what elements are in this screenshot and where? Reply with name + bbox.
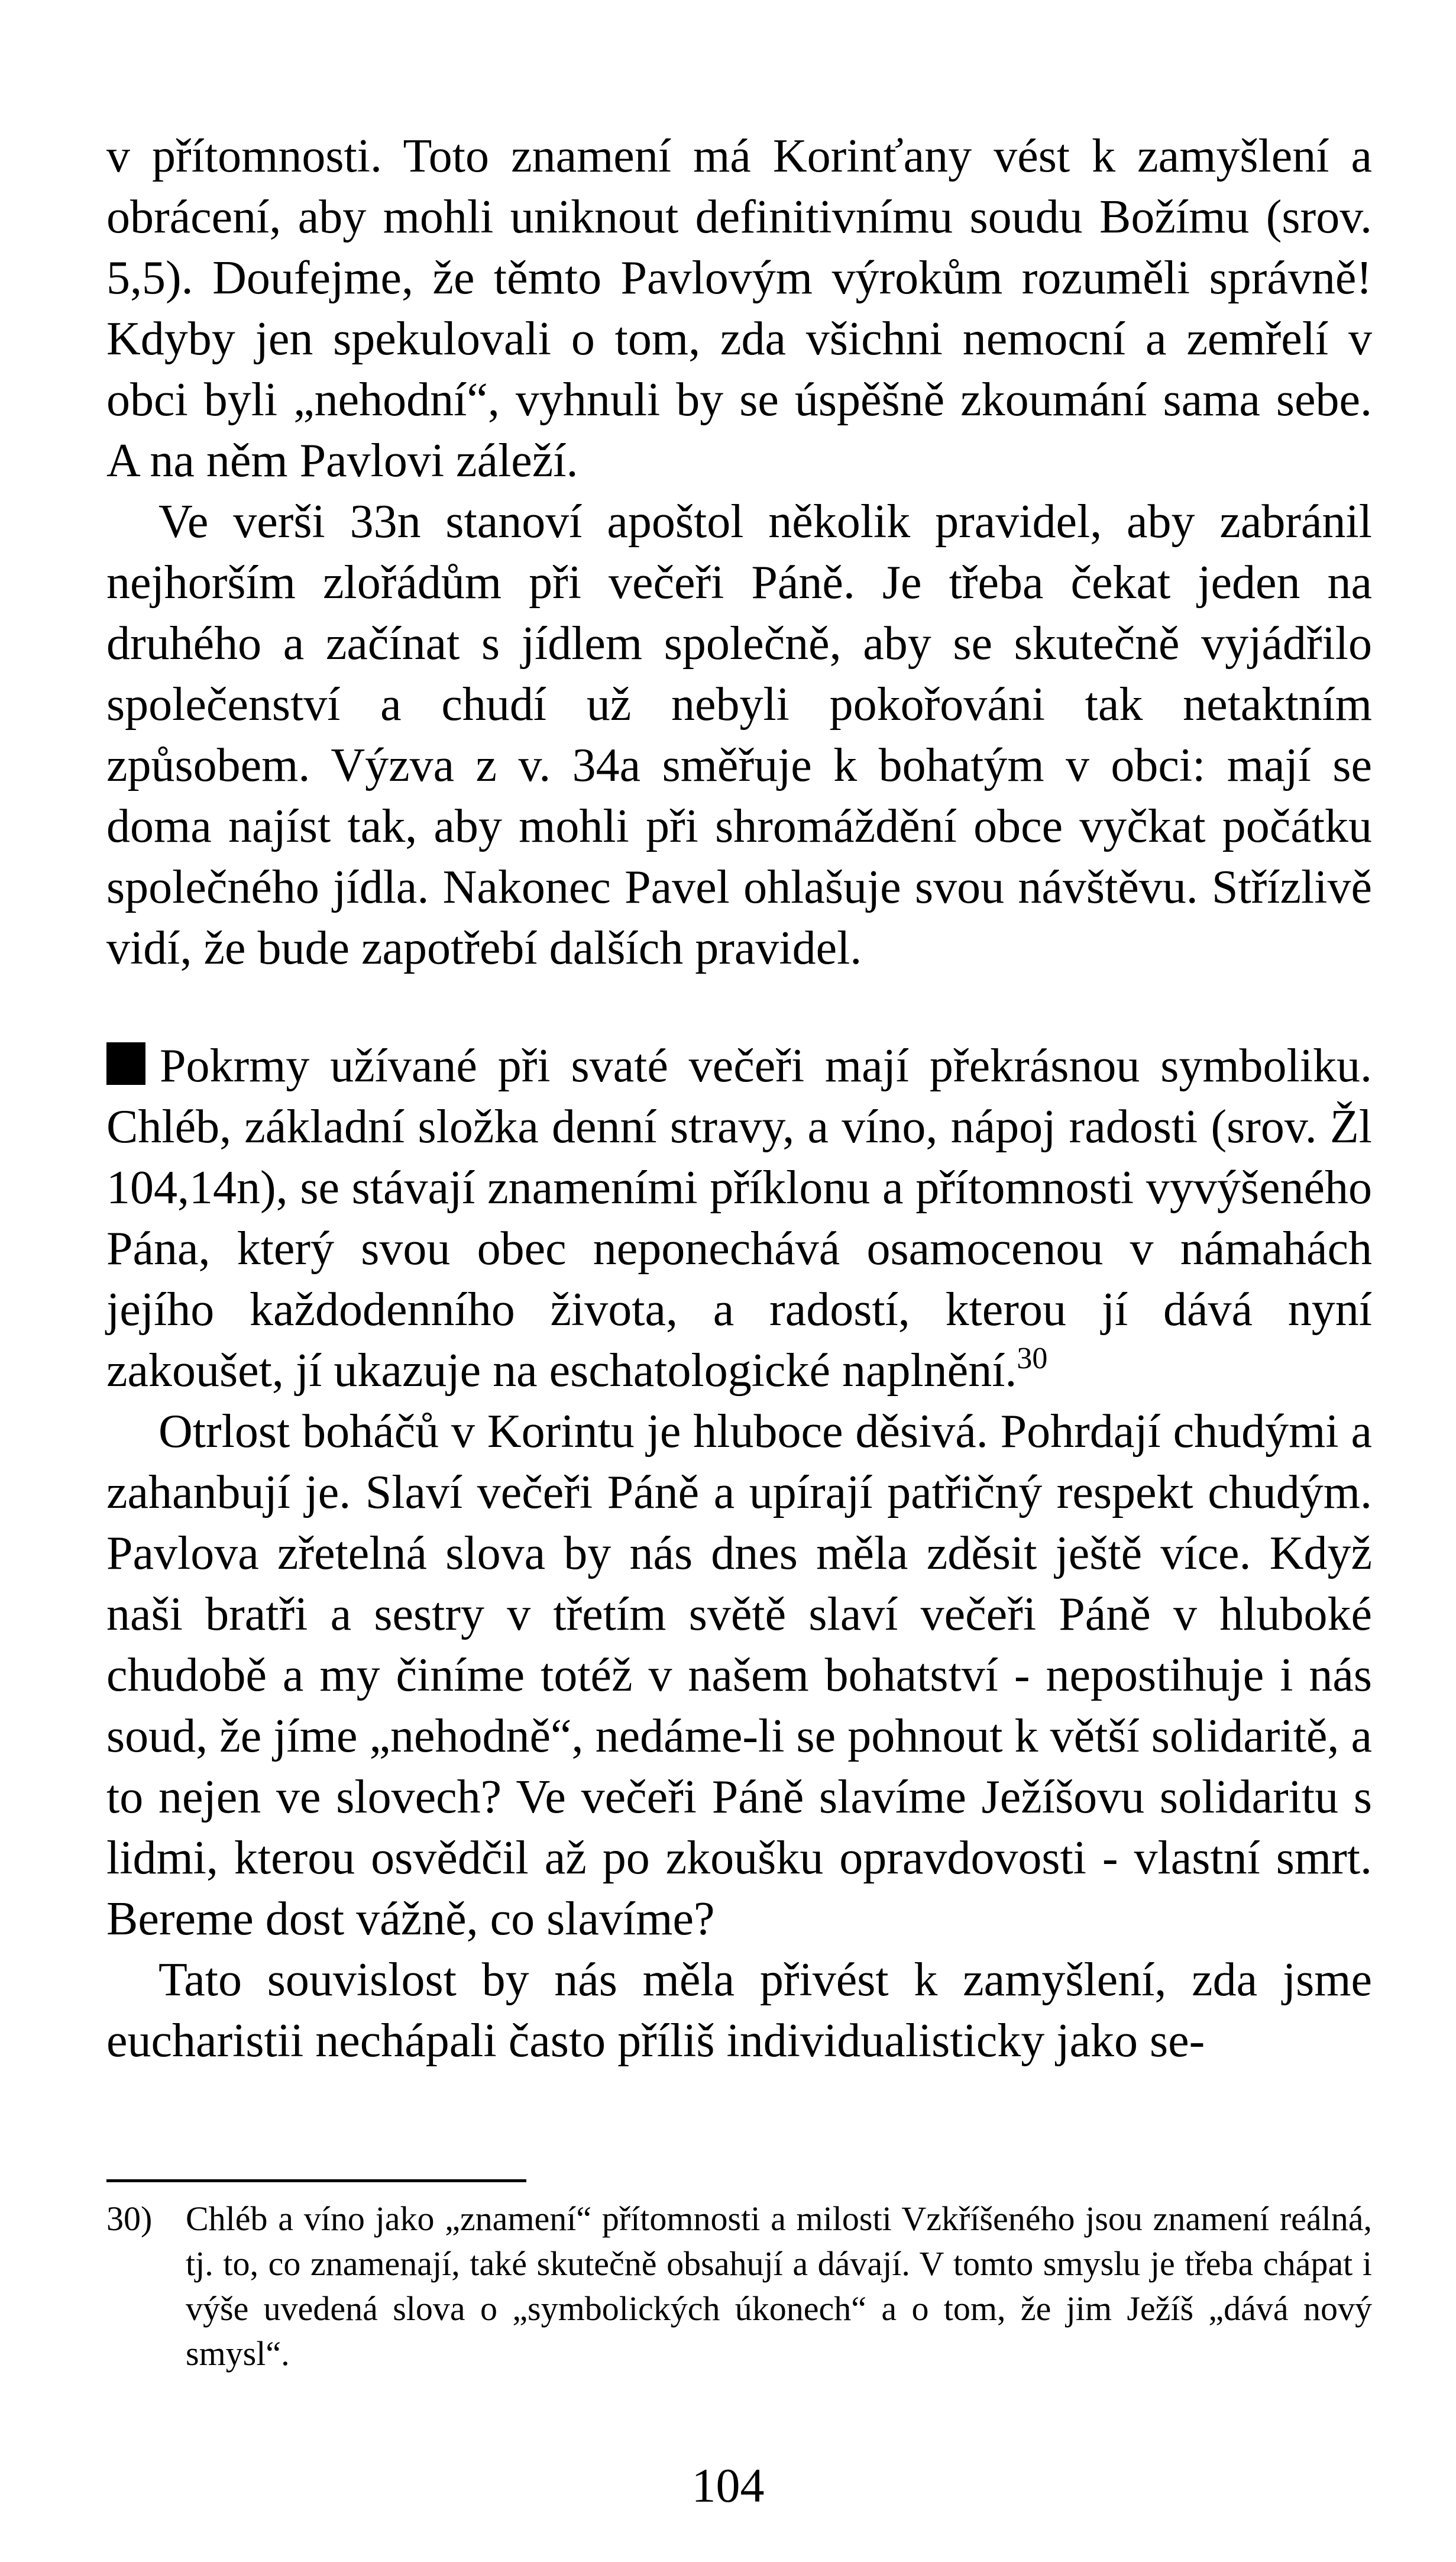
text-section-1 bbox=[106, 126, 1372, 979]
footnote-text: Chléb a víno jako „znamení“ přítomnosti a milosti Vzkříšeného jsou znamení reálná, tj. to, co znamenají, také skutečně obsahují a dávají. V tomto smyslu je třeba chápat i výše uvedená slova o „symbolických úkonech“ a o tom, že jim Ježíš „dává nový smysl“. bbox=[186, 2199, 1372, 2373]
text-section-2 bbox=[106, 1036, 1372, 2072]
paragraph-5: Tato souvislost by nás měla přivést k zamyšlení, zda jsme eucharistii nechápali často příliš individualisticky jako se- bbox=[106, 1954, 1372, 2067]
paragraph-4: Otrlost boháčů v Korintu je hluboce děsivá. Pohrdají chudými a zahanbují je. Slaví večeři Páně a upírají patřičný respekt chudým. Pavlova zřetelná slova by nás dnes měla zděsit ještě více. Když naši bratři a sestry v třetím světě slaví večeři Páně v hluboké chudobě a my činíme totéž v našem bohatství - nepostihuje i nás soud, že jíme „nehodně“, nedáme-li se pohnout k větší solidaritě, a to nejen ve slovech? Ve večeři Páně slavíme Ježíšovu solidaritu s lidmi, kterou osvědčil až po zkoušku opravdovosti - vlastní smrt. Bereme dost vážně, co slavíme? bbox=[106, 1406, 1372, 1945]
paragraph-2: Ve verši 33n stanoví apoštol několik pravidel, aby zabránil nejhorším zlořádům při večeři Páně. Je třeba čekat jeden na druhého a začínat s jídlem společně, aby se skutečně vyjádřilo společenství a chudí už nebyli pokořováni tak netaktním způsobem. Výzva z v. 34a směřuje k bohatým v obci: mají se doma najíst tak, aby mohli při shromáždění obce vyčkat počátku společného jídla. Nakonec Pavel ohlašuje svou návštěvu. Střízlivě vidí, že bude zapotřebí dalších pravidel. bbox=[106, 496, 1372, 974]
footnotes bbox=[106, 2196, 1372, 2376]
footnote-item bbox=[106, 2196, 1372, 2376]
footnote-reference: 30 bbox=[1017, 1342, 1048, 1375]
paragraph-1: v přítomnosti. Toto znamení má Korinťany vést k zamyšlení a obrácení, aby mohli uniknout definitivnímu soudu Božímu (srov. 5,5). Doufejme, že těmto Pavlovým výrokům rozuměli správně! Kdyby jen spekulovali o tom, zda všichni nemocní a zemřelí v obci byli „nehodní“, vyhnuli by se úspěšně zkoumání sama sebe. A na něm Pavlovi záleží. bbox=[106, 130, 1372, 487]
footnote-divider bbox=[106, 2179, 526, 2182]
section-marker-square-icon bbox=[106, 1042, 145, 1085]
paragraph-3 bbox=[106, 1036, 1372, 1401]
paragraph-3-text: Pokrmy užívané při svaté večeři mají překrásnou symboliku. Chléb, základní složka denní stravy, a víno, nápoj radosti (srov. Žl 104,14n), se stávají znameními příklonu a přítomnosti vyvýšeného Pána, který svou obec neponechává osamocenou v námahách jejího každodenního života, a radostí, kterou jí dává nyní zakoušet, jí ukazuje na eschatologické naplnění. bbox=[106, 1040, 1372, 1397]
page-number: 104 bbox=[691, 2458, 765, 2512]
footnote-number: 30) bbox=[106, 2199, 153, 2238]
